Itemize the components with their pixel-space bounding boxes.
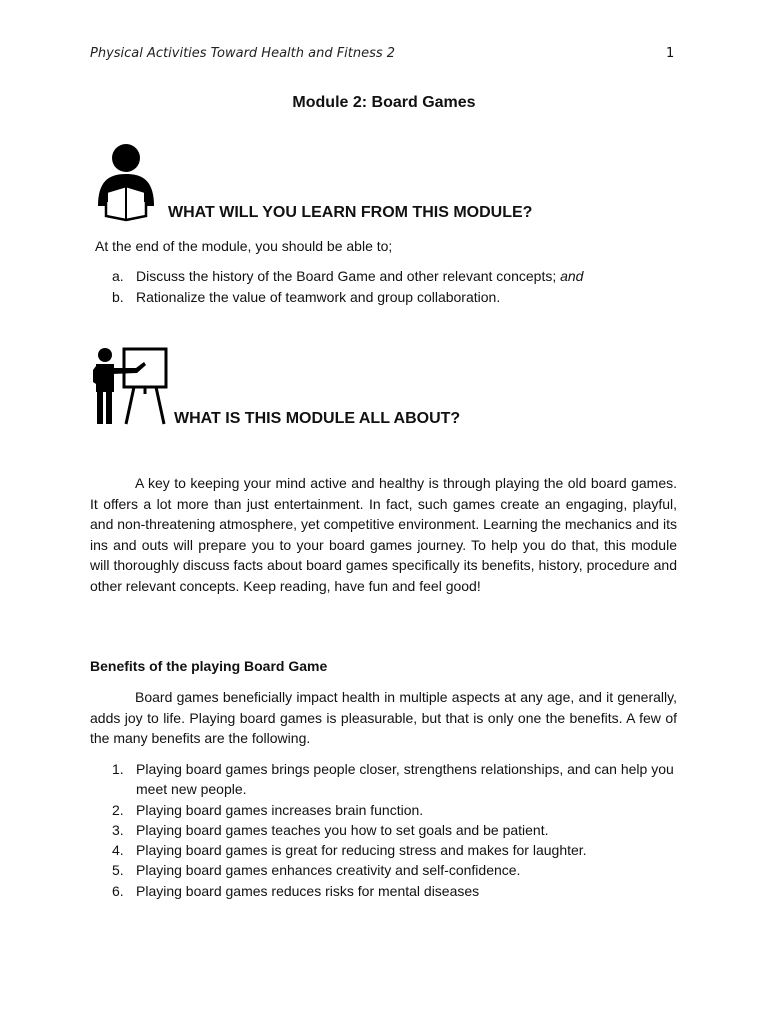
list-item: [112, 800, 682, 820]
list-item: [112, 860, 682, 880]
list-marker: 2.: [112, 801, 124, 818]
page-number: 1: [666, 46, 675, 61]
benefit-text: Playing board games reduces risks for mental diseases: [136, 882, 480, 899]
learn-intro-text: At the end of the module, you should be able to;: [95, 238, 393, 254]
benefit-text: Playing board games brings people closer, strengthens relationships, and can help you meet new people.: [136, 761, 674, 798]
list-item: [112, 881, 682, 901]
list-marker: b.: [112, 289, 124, 305]
about-section-heading: WHAT IS THIS MODULE ALL ABOUT?: [174, 410, 461, 427]
benefit-text: Playing board games is great for reducing stress and makes for laughter.: [136, 842, 587, 859]
reader-with-book-icon: [92, 142, 160, 222]
objective-text: Rationalize the value of teamwork and group collaboration.: [136, 289, 501, 305]
about-paragraph: A key to keeping your mind active and healthy is through playing the old board games. It offers a lot more than just entertainment. In fact, such games create an engaging, playful, and non-threatening atmosphere, yet competitive environment. Learning the mechanics and its ins and outs will prepare you to your board games journey. To help you do that, this module will thoroughly discuss facts about board games specifically its benefits, history, procedure and other relevant concepts. Keep reading, have fun and feel good!: [90, 475, 677, 594]
objective-emphasis: and: [560, 268, 584, 284]
benefit-text: Playing board games increases brain function.: [136, 801, 424, 818]
objectives-list: [112, 266, 583, 308]
module-title: Module 2: Board Games: [292, 94, 476, 111]
list-marker: 5.: [112, 862, 124, 879]
list-item: [112, 820, 682, 840]
running-header-title: Physical Activities Toward Health and Fitness 2: [90, 46, 396, 61]
list-marker: 1.: [112, 761, 124, 777]
benefits-heading: Benefits of the playing Board Game: [90, 658, 328, 674]
list-item: [112, 759, 682, 800]
benefit-text: Playing board games teaches you how to set goals and be patient.: [136, 821, 549, 838]
learn-section-heading: WHAT WILL YOU LEARN FROM THIS MODULE?: [168, 204, 533, 221]
list-marker: 4.: [112, 842, 124, 859]
list-marker: 6.: [112, 882, 124, 899]
benefit-text: Playing board games enhances creativity and self-confidence.: [136, 862, 521, 879]
list-marker: a.: [112, 268, 124, 284]
list-item: [112, 287, 583, 308]
benefits-paragraph: Board games beneficially impact health in multiple aspects at any age, and it generally, adds joy to life. Playing board games is pleasurable, but that is only one the benefits. A few of the many benefits are the following.: [90, 689, 677, 747]
teacher-at-board-icon: [90, 346, 170, 428]
list-item: [112, 266, 583, 287]
list-item: [112, 840, 682, 860]
list-marker: 3.: [112, 821, 124, 838]
objective-text: Discuss the history of the Board Game and other relevant concepts;: [136, 268, 561, 284]
benefits-list: [112, 759, 682, 901]
